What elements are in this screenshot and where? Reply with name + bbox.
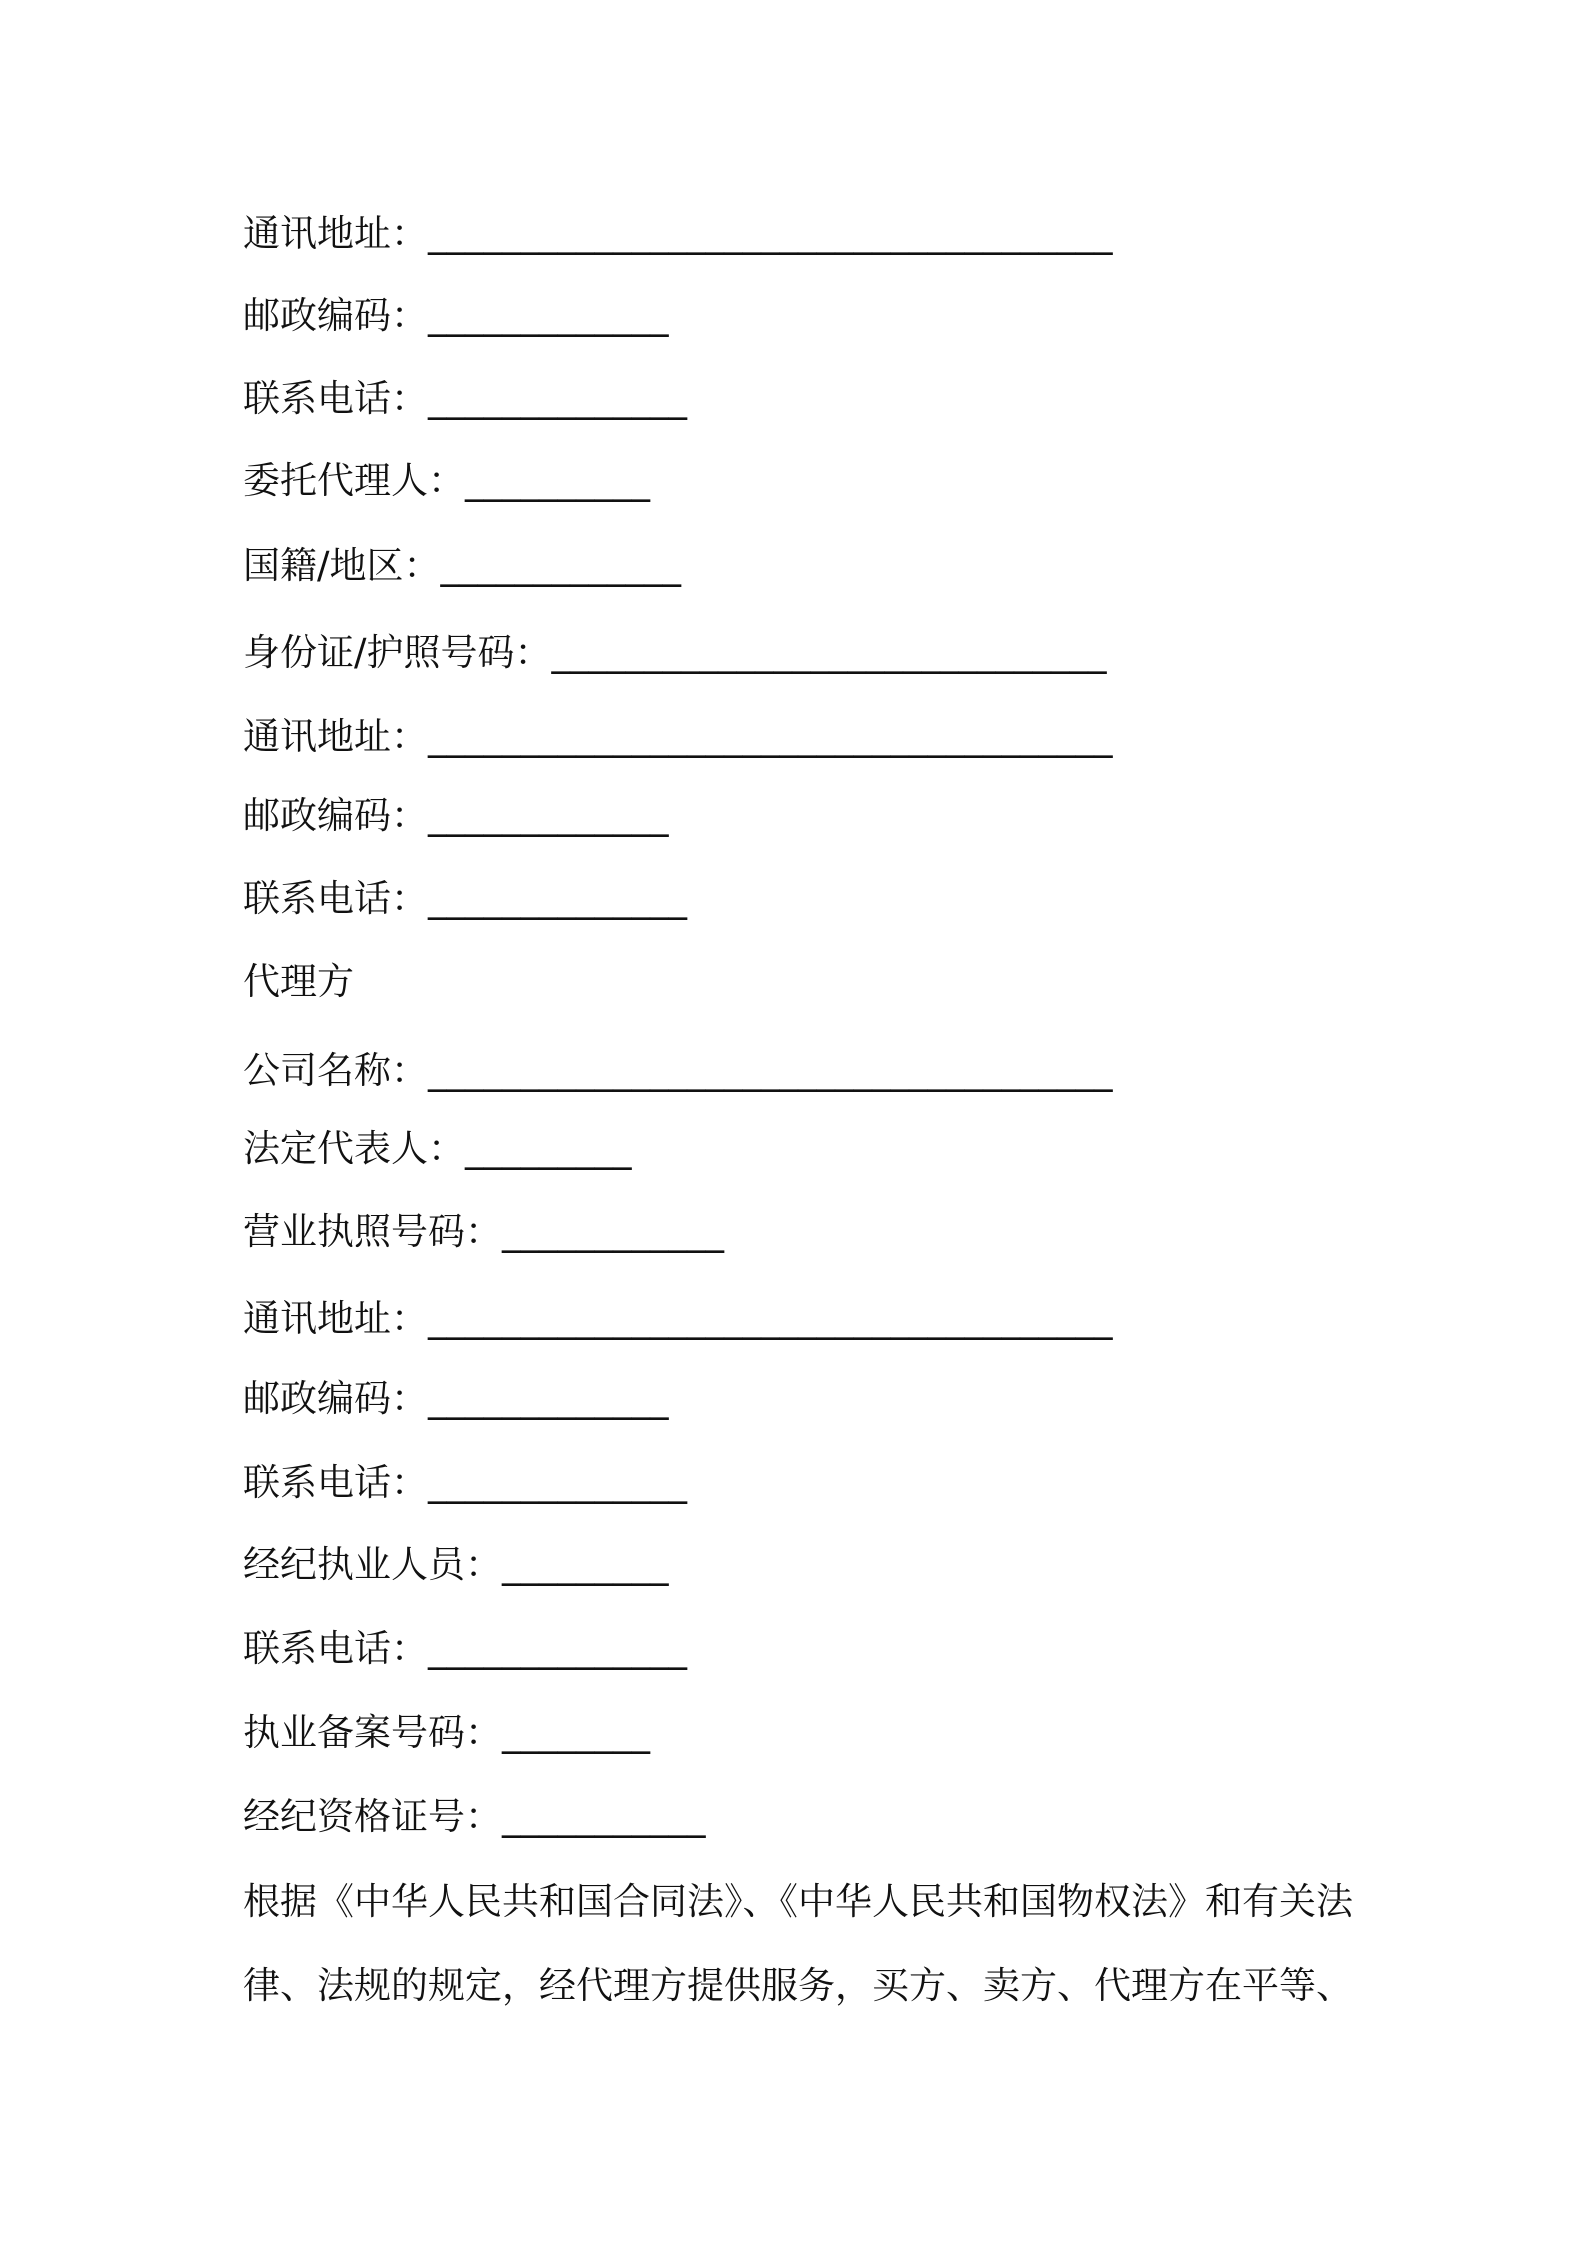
field-legal-representative: 法定代表人：_________ (243, 1127, 632, 1170)
field-phone: 联系电话：______________ (243, 377, 687, 420)
field-postal-code: 邮政编码：_____________ (243, 294, 669, 337)
paragraph-line: 律、法规的规定，经代理方提供服务，买方、卖方、代理方在平等、 (243, 1964, 1353, 2007)
body-paragraph (243, 1860, 1363, 2028)
field-mailing-address: 通讯地址：_____________________________________ (243, 212, 1113, 255)
field-business-license-number: 营业执照号码：____________ (243, 1210, 724, 1253)
field-broker-practitioner: 经纪执业人员：_________ (243, 1543, 669, 1586)
field-phone: 联系电话：______________ (243, 877, 687, 920)
field-practice-filing-number: 执业备案号码：________ (243, 1711, 650, 1754)
field-agent-delegate: 委托代理人：__________ (243, 459, 650, 502)
field-id-passport-number: 身份证/护照号码：______________________________ (243, 631, 1107, 674)
section-heading-agency: 代理方 (243, 960, 354, 1003)
paragraph-line: 根据《中华人民共和国合同法》、《中华人民共和国物权法》和有关法 (243, 1880, 1353, 1923)
field-mailing-address: 通讯地址：_____________________________________ (243, 715, 1113, 758)
field-postal-code: 邮政编码：_____________ (243, 794, 669, 837)
field-broker-qualification-number: 经纪资格证号：___________ (243, 1795, 706, 1838)
field-company-name: 公司名称：_____________________________________ (243, 1049, 1113, 1092)
field-phone: 联系电话：______________ (243, 1461, 687, 1504)
field-postal-code: 邮政编码：_____________ (243, 1377, 669, 1420)
field-phone: 联系电话：______________ (243, 1627, 687, 1670)
field-nationality-region: 国籍/地区：_____________ (243, 544, 681, 587)
field-mailing-address: 通讯地址：_____________________________________ (243, 1297, 1113, 1340)
